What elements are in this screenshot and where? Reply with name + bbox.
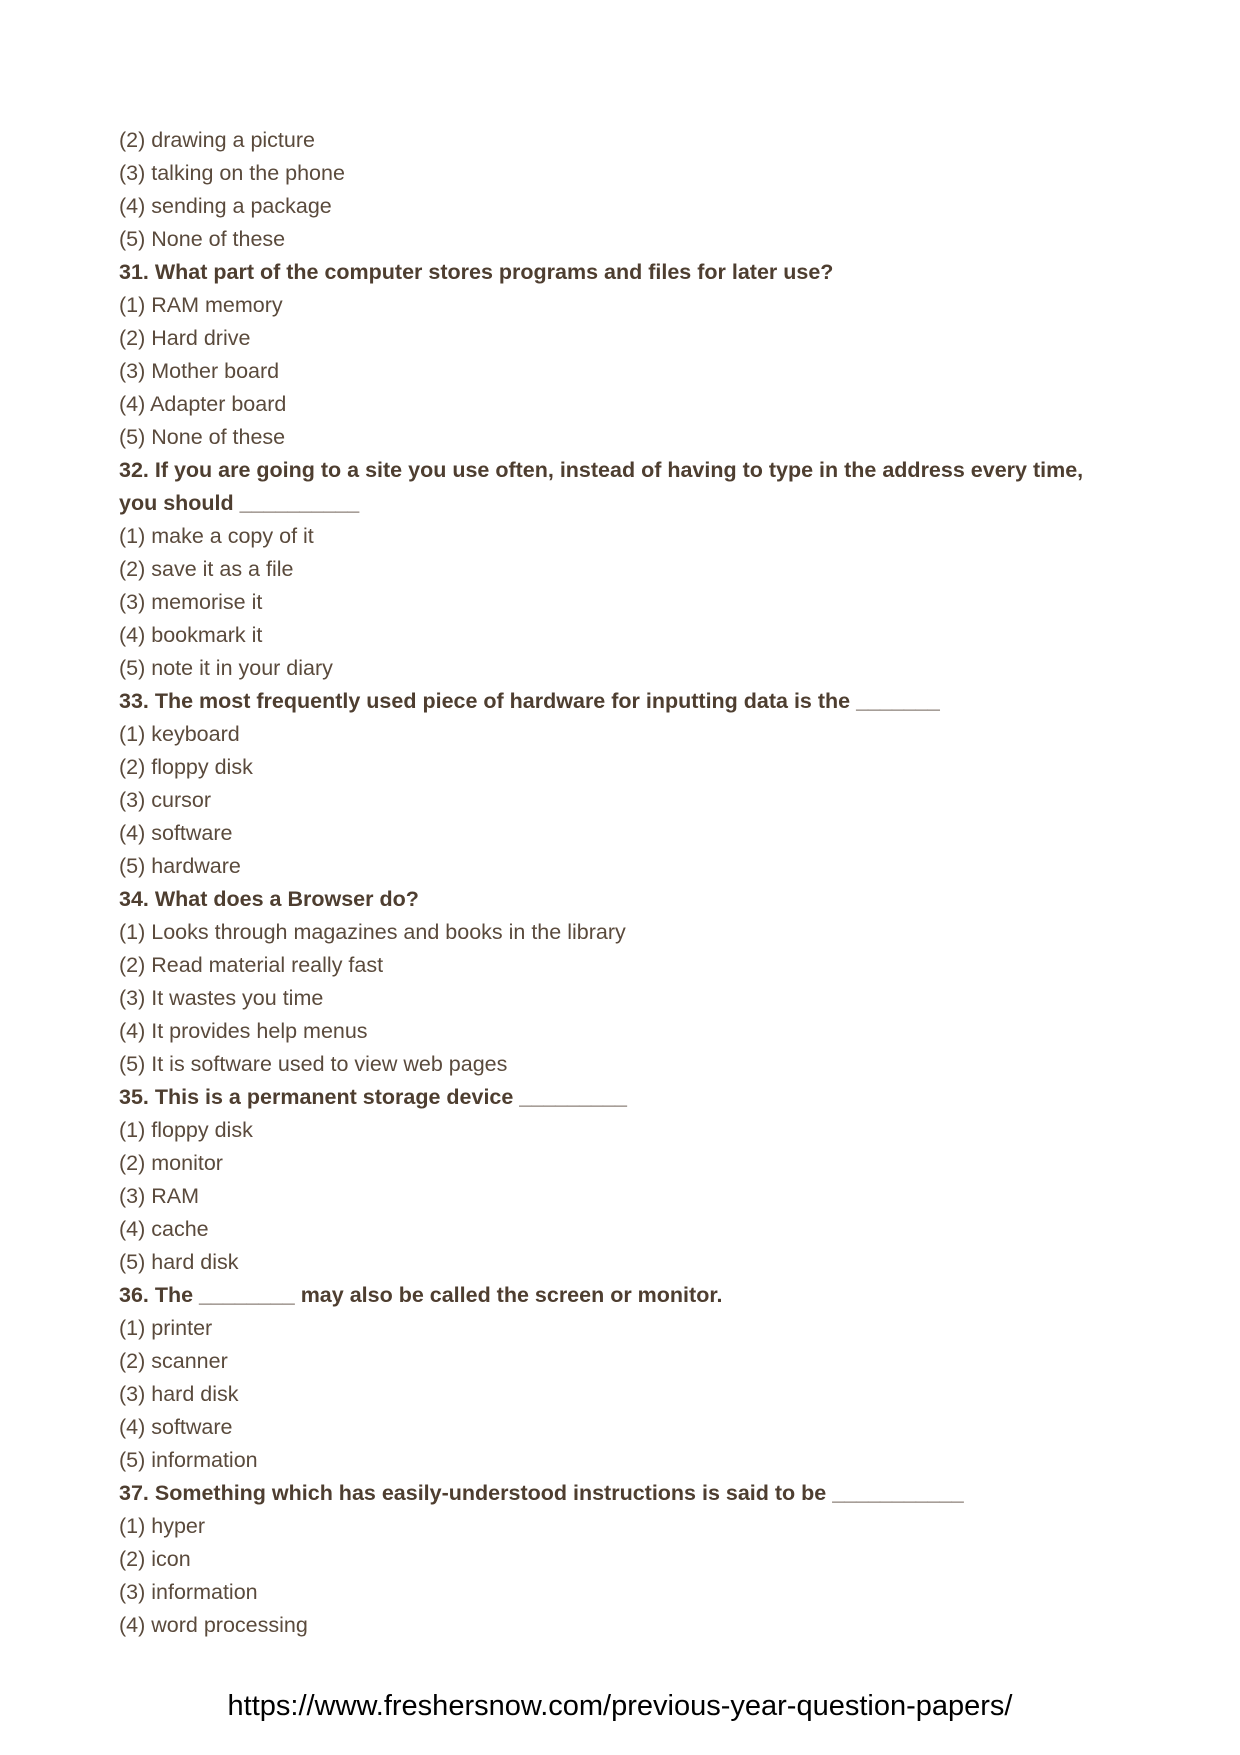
answer-option: (5) It is software used to view web pages — [119, 1052, 508, 1076]
answer-option: (1) floppy disk — [119, 1118, 253, 1142]
answer-option: (4) Adapter board — [119, 392, 287, 416]
answer-option: (2) monitor — [119, 1151, 223, 1175]
answer-option: (4) software — [119, 821, 233, 845]
answer-option: (1) make a copy of it — [119, 524, 314, 548]
answer-option: (3) information — [119, 1580, 258, 1604]
question-text: 34. What does a Browser do? — [119, 887, 419, 911]
answer-option: (5) information — [119, 1448, 258, 1472]
answer-option: (5) None of these — [119, 425, 286, 449]
answer-option: (3) hard disk — [119, 1382, 239, 1406]
question-text: 31. What part of the computer stores programs and files for later use? — [119, 260, 834, 284]
answer-option: (1) Looks through magazines and books in the library — [119, 920, 626, 944]
answer-option: (4) cache — [119, 1217, 209, 1241]
answer-option: (1) printer — [119, 1316, 213, 1340]
question-text: 33. The most frequently used piece of hardware for inputting data is the _______ — [119, 689, 940, 713]
footer-url[interactable]: https://www.freshersnow.com/previous-year-question-papers/ — [227, 1690, 1013, 1722]
answer-option: (5) hard disk — [119, 1250, 239, 1274]
answer-option: (3) Mother board — [119, 359, 280, 383]
answer-option: (1) RAM memory — [119, 293, 283, 317]
answer-option: (4) sending a package — [119, 194, 332, 218]
answer-option: (3) It wastes you time — [119, 986, 324, 1010]
answer-option: (2) scanner — [119, 1349, 228, 1373]
question-text: you should __________ — [119, 491, 360, 515]
answer-option: (4) It provides help menus — [119, 1019, 368, 1043]
question-list — [119, 124, 1129, 1642]
answer-option: (2) floppy disk — [119, 755, 253, 779]
answer-option: (2) Hard drive — [119, 326, 251, 350]
question-text: 35. This is a permanent storage device _________ — [119, 1085, 627, 1109]
answer-option: (1) keyboard — [119, 722, 240, 746]
answer-option: (4) software — [119, 1415, 233, 1439]
answer-option: (4) word processing — [119, 1613, 308, 1637]
answer-option: (2) icon — [119, 1547, 191, 1571]
answer-option: (1) hyper — [119, 1514, 206, 1538]
answer-option: (5) None of these — [119, 227, 286, 251]
answer-option: (3) cursor — [119, 788, 211, 812]
answer-option: (3) memorise it — [119, 590, 263, 614]
answer-option: (2) Read material really fast — [119, 953, 384, 977]
answer-option: (3) RAM — [119, 1184, 200, 1208]
question-text: 32. If you are going to a site you use often, instead of having to type in the address every time, — [119, 458, 1084, 482]
answer-option: (2) save it as a file — [119, 557, 294, 581]
answer-option: (2) drawing a picture — [119, 128, 315, 152]
answer-option: (3) talking on the phone — [119, 161, 345, 185]
answer-option: (5) hardware — [119, 854, 241, 878]
answer-option: (4) bookmark it — [119, 623, 263, 647]
question-text: 37. Something which has easily-understood instructions is said to be ___________ — [119, 1481, 964, 1505]
answer-option: (5) note it in your diary — [119, 656, 333, 680]
question-text: 36. The ________ may also be called the screen or monitor. — [119, 1283, 723, 1307]
